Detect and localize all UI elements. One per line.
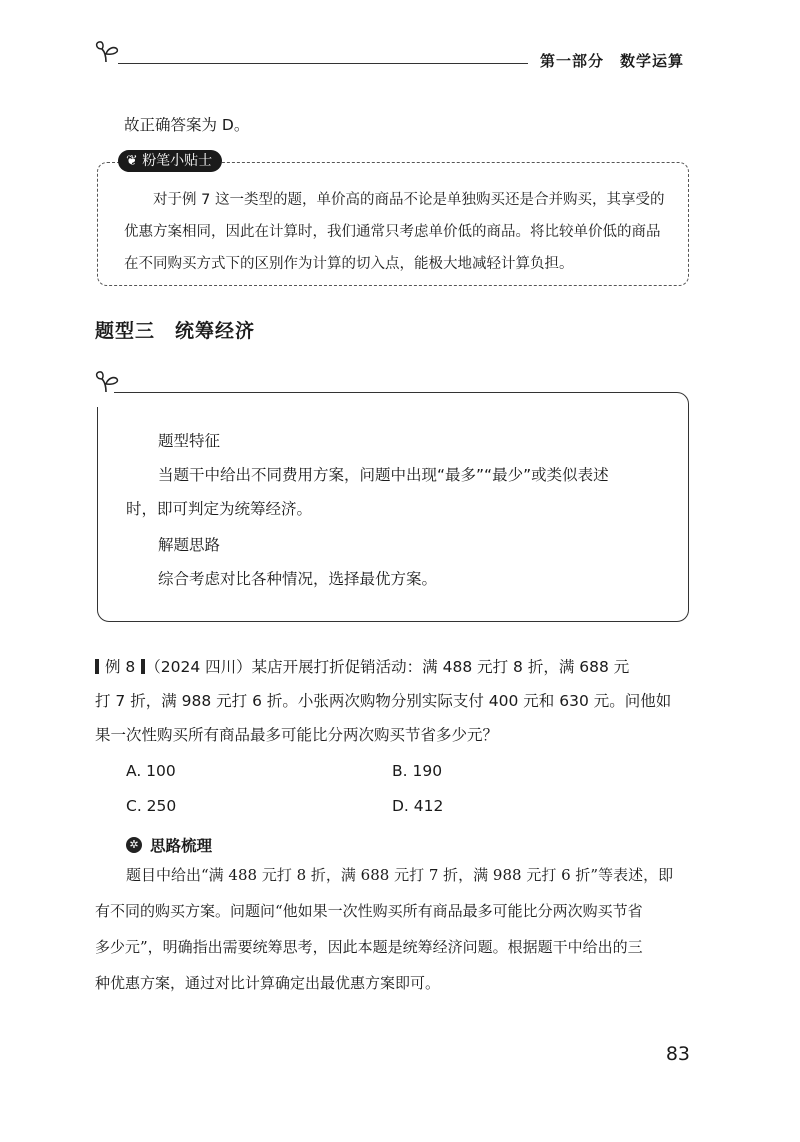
thought-title: 思路梳理: [150, 837, 213, 855]
thought-line-2: 有不同的购买方案。问题问“他如果一次性购买所有商品最多可能比分两次购买节省: [95, 902, 643, 920]
feature-line-2: 时，即可判定为统筹经济。: [126, 500, 313, 518]
chapter-title: 第一部分 数学运算: [540, 52, 685, 70]
sprout-icon: [94, 40, 120, 64]
page-number: 83: [665, 1043, 690, 1065]
method-text: 综合考虑对比各种情况，选择最优方案。: [158, 570, 438, 588]
example-bracket-left: [95, 659, 99, 674]
gear-icon: ✲: [126, 837, 142, 853]
sprout-small-icon: ❦: [126, 153, 138, 169]
example-text-1: （2024 四川）某店开展打折促销活动：满 488 元打 8 折，满 688 元: [145, 658, 630, 676]
option-a: A. 100: [126, 762, 176, 780]
option-c: C. 250: [126, 797, 177, 815]
section-heading: 题型三 统筹经济: [95, 320, 256, 342]
example-line-1: [95, 650, 629, 684]
option-b: B. 190: [392, 762, 443, 780]
tips-label-text: 粉笔小贴士: [142, 153, 213, 169]
thought-line-4: 种优惠方案，通过对比计算确定出最优惠方案即可。: [95, 974, 441, 992]
feature-line-1: 当题干中给出不同费用方案，问题中出现“最多”“最少”或类似表述: [158, 466, 609, 484]
example-line-2: 打 7 折，满 988 元打 6 折。小张两次购物分别实际支付 400 元和 630 元。问他如: [95, 692, 672, 710]
thought-line-1: 题目中给出“满 488 元打 8 折，满 688 元打 7 折，满 988 元打 6 折”等表述，即: [126, 866, 674, 884]
option-d: D. 412: [392, 797, 444, 815]
sprout-icon: [94, 368, 122, 394]
intro-line: 故正确答案为 D。: [124, 116, 250, 134]
tips-text: 对于例 7 这一类型的题，单价高的商品不论是单独购买还是合并购买，其享受的优惠方案相同，因此在计算时，我们通常只考虑单价低的商品。将比较单价低的商品在不同购买方式下的区别作为计算的切入点，能极大地减轻计算负担。: [124, 192, 665, 272]
example-line-3: 果一次性购买所有商品最多可能比分两次购买节省多少元？: [95, 726, 499, 744]
example-label: 例 8: [105, 658, 136, 676]
thought-line-3: 多少元”，明确指出需要统筹思考，因此本题是统筹经济问题。根据题干中给出的三: [95, 938, 643, 956]
header-rule: [118, 63, 528, 64]
method-title: 解题思路: [158, 536, 221, 554]
tips-label: [118, 150, 222, 172]
thought-heading: [126, 834, 212, 856]
feature-title: 题型特征: [158, 432, 221, 450]
